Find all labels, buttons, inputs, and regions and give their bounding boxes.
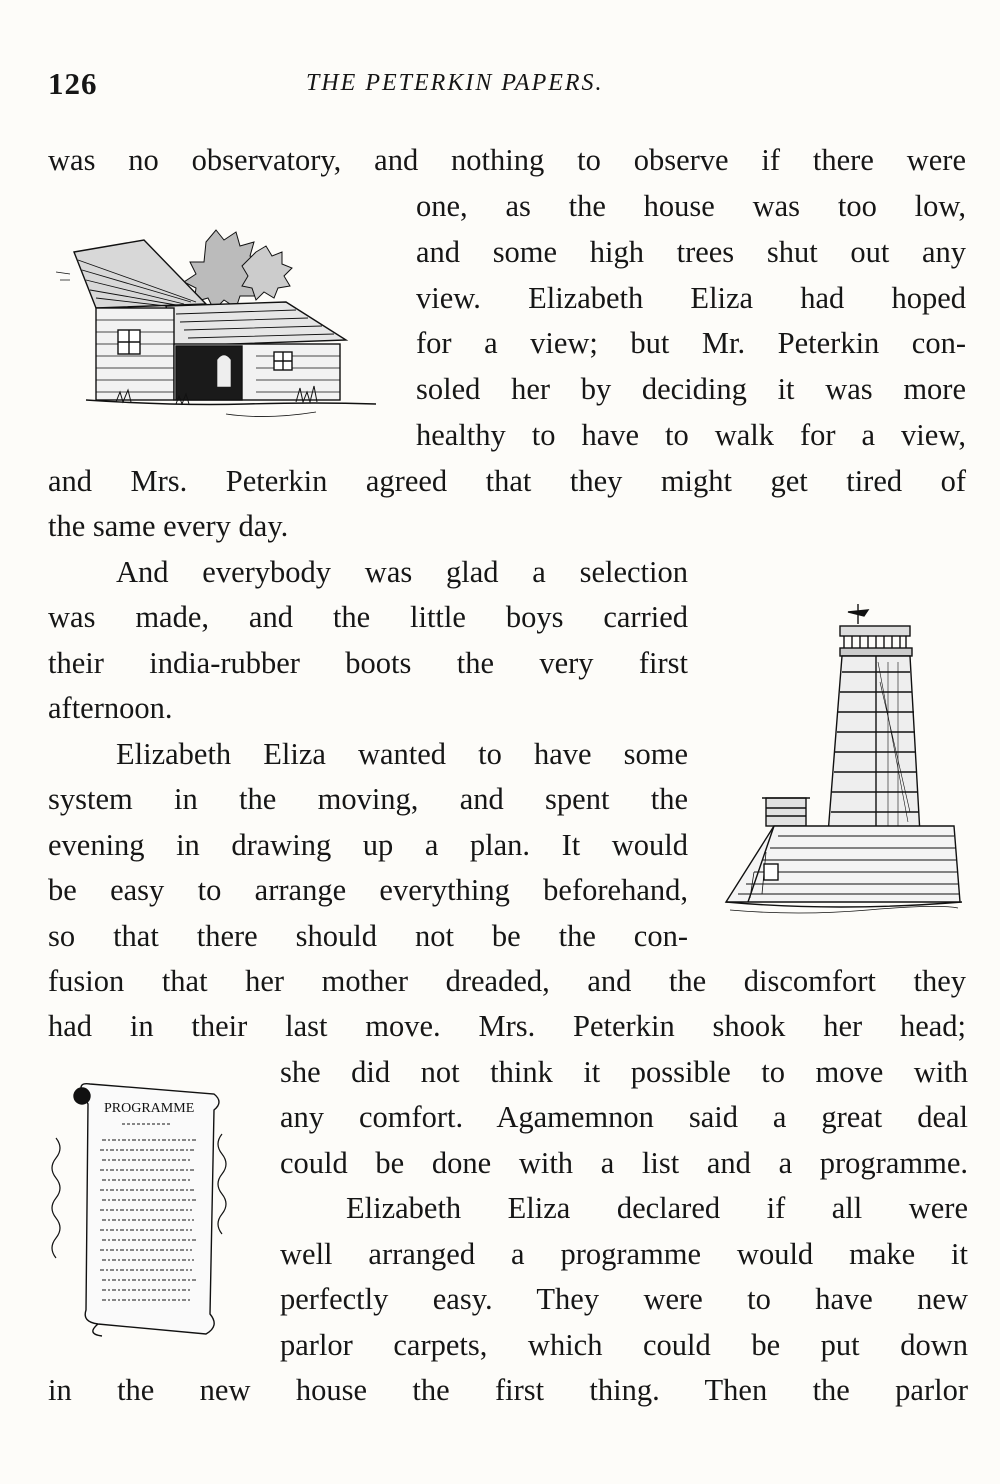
text-line: perfectly easy. They were to have new xyxy=(280,1282,968,1316)
page-number: 126 xyxy=(48,66,98,101)
text-line: the same every day. xyxy=(48,509,289,543)
text-line: fusion that her mother dreaded, and the discomfort they xyxy=(48,964,966,998)
text-line: parlor carpets, which could be put down xyxy=(280,1328,968,1362)
text-line: could be done with a list and a programme. xyxy=(280,1146,968,1180)
text-line: was no observatory, and nothing to observe if there were xyxy=(48,143,966,177)
text-line: was made, and the little boys carried xyxy=(48,600,688,634)
text-line: be easy to arrange everything beforehand, xyxy=(48,873,688,907)
text-line: Elizabeth Eliza wanted to have some xyxy=(116,737,688,771)
programme-scroll-illustration xyxy=(42,1078,234,1344)
running-title: THE PETERKIN PAPERS. xyxy=(306,70,604,96)
text-line: And everybody was glad a selection xyxy=(116,555,688,589)
observatory-tower-illustration xyxy=(718,602,964,922)
text-line: in the new house the first thing. Then the parlor xyxy=(48,1373,968,1407)
text-line: healthy to have to walk for a view, xyxy=(416,418,966,452)
text-line: their india-rubber boots the very first xyxy=(48,646,688,680)
text-line: afternoon. xyxy=(48,691,173,725)
farmhouse-illustration xyxy=(56,222,386,428)
text-line: system in the moving, and spent the xyxy=(48,782,688,816)
text-line: any comfort. Agamemnon said a great deal xyxy=(280,1100,968,1134)
page-header xyxy=(48,66,968,106)
text-line: well arranged a programme would make it xyxy=(280,1237,968,1271)
text-line: Elizabeth Eliza declared if all were xyxy=(346,1191,968,1225)
text-line: she did not think it possible to move with xyxy=(280,1055,968,1089)
programme-label: PROGRAMME xyxy=(104,1101,195,1116)
text-line: so that there should not be the con- xyxy=(48,919,688,953)
text-line: one, as the house was too low, xyxy=(416,189,966,223)
text-line: evening in drawing up a plan. It would xyxy=(48,828,688,862)
text-line: had in their last move. Mrs. Peterkin shook her head; xyxy=(48,1009,966,1043)
text-line: for a view; but Mr. Peterkin con- xyxy=(416,326,966,360)
text-line: and Mrs. Peterkin agreed that they might get tired of xyxy=(48,464,966,498)
text-line: and some high trees shut out any xyxy=(416,235,966,269)
text-line: soled her by deciding it was more xyxy=(416,372,966,406)
text-line: view. Elizabeth Eliza had hoped xyxy=(416,281,966,315)
